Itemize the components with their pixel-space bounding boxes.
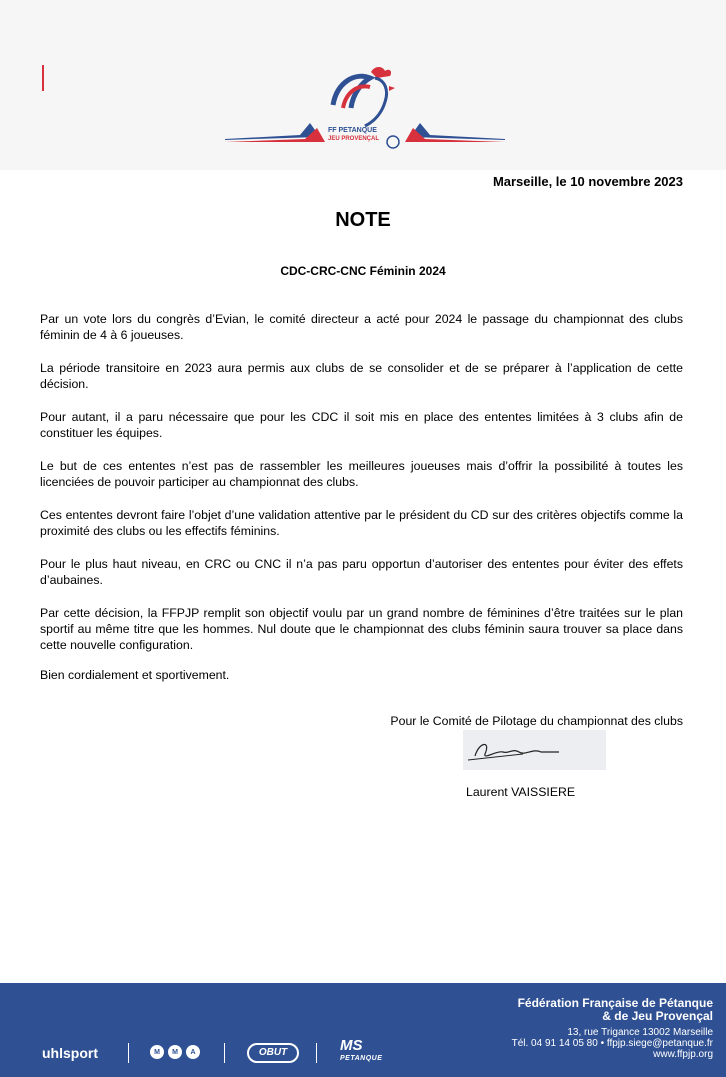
federation-address: 13, rue Trigance 13002 Marseille — [567, 1027, 713, 1038]
logo-text-line1: FF PETANQUE — [328, 127, 377, 134]
paragraph-6: Pour le plus haut niveau, en CRC ou CNC il n’a pas paru opportun d’autoriser des ententes pour éviter des effets d’aubaines. — [40, 557, 683, 587]
mma-letter: M — [150, 1045, 164, 1059]
uhlsport-logo: uhlsport — [42, 1045, 98, 1061]
federation-name-line1: Fédération Française de Pétanque — [517, 996, 713, 1010]
ffpjp-rooster-logo — [225, 60, 505, 155]
letter-body — [40, 311, 683, 670]
federation-contact-line: Tél. 04 91 14 05 80 • ffpjp.siege@petanque.fr — [511, 1038, 713, 1049]
logo-text-line2: JEU PROVENÇAL — [328, 136, 380, 142]
federation-website: www.ffpjp.org — [653, 1049, 713, 1060]
footer — [0, 983, 726, 1077]
paragraph-5: Ces ententes devront faire l’objet d’une validation attentive par le président du CD sur des critères objectifs comme la proximité des clubs ou les effectifs féminins. — [40, 508, 683, 538]
footer-divider — [128, 1043, 129, 1063]
paragraph-2: La période transitoire en 2023 aura permis aux clubs de se consolider et de se préparer à l’application de cette décision. — [40, 361, 683, 391]
mma-letter: M — [168, 1045, 182, 1059]
federation-name-line2: & de Jeu Provençal — [602, 1009, 713, 1023]
paragraph-4: Le but de ces ententes n’est pas de rassembler les meilleures joueuses mais d’offrir la possibilité à toutes les licenciées de pouvoir participer au championnat des clubs. — [40, 459, 683, 489]
ms-logo-text: MS — [340, 1037, 363, 1054]
page-title: NOTE — [335, 209, 391, 231]
footer-divider — [316, 1043, 317, 1063]
handwritten-signature — [463, 730, 606, 770]
paragraph-1: Par un vote lors du congrès d’Evian, le comité directeur a acté pour 2024 le passage du championnat des clubs féminin de 4 à 6 joueuses. — [40, 312, 683, 342]
ms-petanque-logo — [340, 1039, 382, 1065]
letter-subject: CDC-CRC-CNC Féminin 2024 — [280, 264, 446, 278]
letterhead-accent-bar — [42, 65, 44, 91]
paragraph-3: Pour autant, il a paru nécessaire que pour les CDC il soit mis en place des ententes limitées à 3 clubs afin de constituer les équipes. — [40, 410, 683, 440]
letter-date: Marseille, le 10 novembre 2023 — [492, 174, 683, 189]
ms-logo-subtext: PETANQUE — [340, 1055, 383, 1062]
mma-logo — [150, 1045, 200, 1059]
footer-divider — [224, 1043, 225, 1063]
paragraph-7: Par cette décision, la FFPJP remplit son objectif voulu par un grand nombre de féminines d’être traitées sur le plan sportif au même titre que les hommes. Nul doute que le championnat des clubs féminin saura trouver sa place dans cette nouvelle configuration. — [40, 606, 683, 652]
closing-line: Bien cordialement et sportivement. — [40, 668, 230, 682]
signature-caption: Pour le Comité de Pilotage du championnat des clubs — [390, 714, 683, 728]
signer-name: Laurent VAISSIERE — [466, 785, 576, 799]
obut-logo: OBUT — [247, 1043, 299, 1063]
mma-letter: A — [186, 1045, 200, 1059]
federation-contact — [512, 997, 713, 1060]
